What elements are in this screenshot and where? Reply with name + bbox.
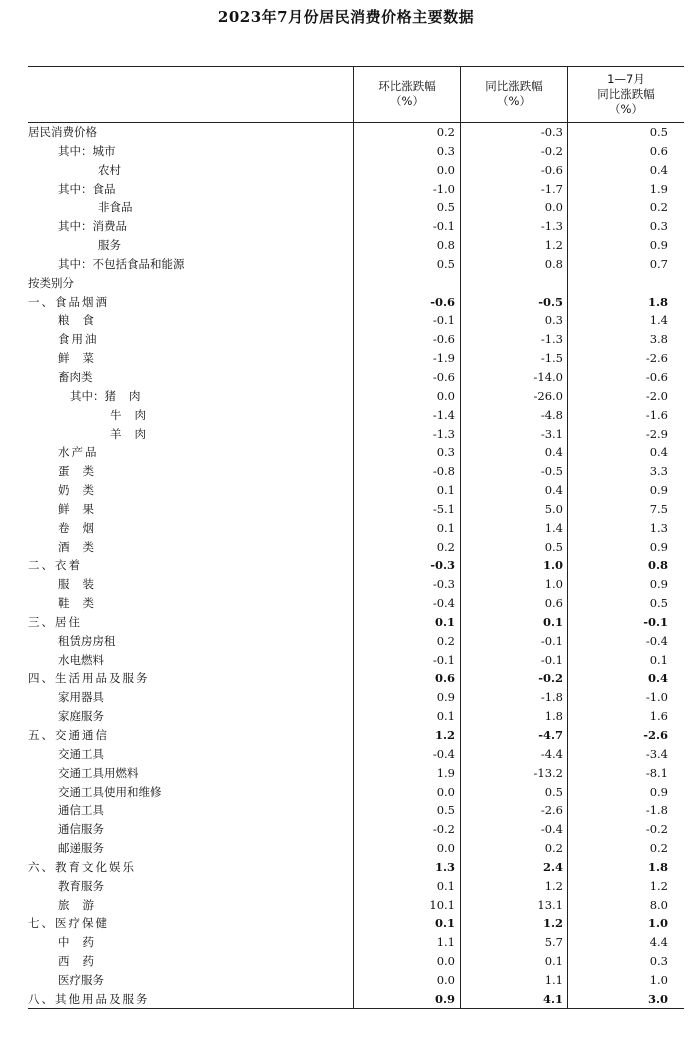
table-row [28, 538, 684, 557]
row-label: 一、食品烟酒 [28, 294, 109, 309]
row-label: 服装 [58, 577, 107, 592]
table-body [28, 123, 684, 1009]
table-row [28, 198, 684, 217]
value-mom: -0.2 [432, 822, 455, 837]
value-mom: -0.6 [432, 369, 455, 384]
value-yoy: 1.4 [544, 520, 563, 535]
value-yoy: -1.5 [540, 351, 563, 366]
table-row [28, 293, 684, 312]
value-yoy: -1.3 [540, 332, 563, 347]
value-yoy: -0.5 [538, 294, 563, 309]
value-ytd: -1.8 [645, 803, 668, 818]
value-mom: 0.1 [436, 878, 455, 893]
value-yoy: -0.5 [540, 464, 563, 479]
value-ytd: 0.4 [649, 445, 668, 460]
row-label: 八、其他用品及服务 [28, 991, 150, 1006]
table-row [28, 801, 684, 820]
table-row [28, 368, 684, 387]
value-ytd: 3.0 [647, 991, 668, 1006]
table-row [28, 123, 684, 142]
value-yoy: -26.0 [533, 388, 563, 403]
row-label: 粮食 [58, 313, 107, 328]
value-yoy: -0.6 [540, 162, 563, 177]
value-mom: -0.6 [430, 294, 455, 309]
value-ytd: 0.4 [649, 162, 668, 177]
table-row [28, 858, 684, 877]
table-row [28, 349, 684, 368]
header-ytd-unit: （%） [609, 101, 643, 116]
table-row [28, 933, 684, 952]
row-label: 农村 [98, 162, 121, 177]
table-row [28, 896, 684, 915]
value-yoy: 0.3 [544, 313, 563, 328]
table-row [28, 632, 684, 651]
row-label: 家用器具 [58, 690, 104, 705]
table-row [28, 330, 684, 349]
value-mom: -0.8 [432, 464, 455, 479]
value-ytd: -2.9 [645, 426, 668, 441]
table-row [28, 180, 684, 199]
value-mom: -0.1 [432, 219, 455, 234]
value-yoy: 1.2 [542, 916, 563, 931]
header-mom-title: 环比涨跌幅 [378, 79, 436, 93]
value-yoy: -0.1 [540, 633, 563, 648]
value-mom: 0.2 [436, 633, 455, 648]
row-label: 其中：食品 [58, 181, 116, 196]
document-title: 2023年7月份居民消费价格主要数据 [217, 8, 475, 26]
value-yoy: 0.5 [544, 784, 563, 799]
row-label: 酒类 [58, 539, 107, 554]
value-mom: 0.9 [434, 991, 455, 1006]
value-mom: 1.1 [436, 935, 455, 950]
table-row [28, 387, 684, 406]
header-ytd [568, 66, 684, 122]
value-mom: -0.6 [432, 332, 455, 347]
value-yoy: -1.3 [540, 219, 563, 234]
value-ytd: 0.6 [649, 143, 668, 158]
row-label: 其中：猪肉 [70, 388, 154, 403]
value-mom: 0.0 [436, 388, 455, 403]
row-label: 服务 [98, 238, 121, 253]
value-ytd: -0.6 [645, 369, 668, 384]
value-yoy: -14.0 [533, 369, 563, 384]
row-label: 旅游 [58, 897, 107, 912]
table-row [28, 669, 684, 688]
row-label: 羊肉 [110, 426, 159, 441]
row-label: 西药 [58, 954, 107, 969]
table-row [28, 462, 684, 481]
value-yoy: 5.0 [544, 501, 563, 516]
value-mom: 10.1 [429, 897, 455, 912]
value-mom: -0.3 [432, 577, 455, 592]
value-ytd: 1.3 [649, 520, 668, 535]
value-ytd: 0.5 [649, 125, 668, 139]
value-ytd: -8.1 [645, 765, 668, 780]
table-row [28, 443, 684, 462]
row-label: 非食品 [98, 200, 133, 215]
value-ytd: -0.4 [645, 633, 668, 648]
value-ytd: 0.9 [649, 483, 668, 498]
value-yoy: 1.8 [544, 709, 563, 724]
table-row [28, 688, 684, 707]
value-mom: -0.4 [432, 596, 455, 611]
table-row [28, 311, 684, 330]
value-yoy: -4.8 [540, 407, 563, 422]
value-ytd: 0.3 [649, 954, 668, 969]
value-mom: 0.1 [436, 483, 455, 498]
row-label: 二、衣着 [28, 558, 82, 573]
row-label: 鲜果 [58, 501, 107, 516]
value-mom: 0.5 [436, 803, 455, 818]
value-yoy: 13.1 [537, 897, 563, 912]
value-yoy: 1.0 [544, 577, 563, 592]
value-yoy: -4.7 [538, 728, 563, 742]
value-ytd: -2.6 [645, 351, 668, 366]
row-label: 其中：消费品 [58, 219, 127, 234]
table-row [28, 707, 684, 726]
table-row [28, 481, 684, 500]
value-yoy: 0.5 [544, 539, 563, 554]
value-yoy: -3.1 [540, 426, 563, 441]
value-yoy: -4.4 [540, 746, 563, 761]
value-mom: 1.2 [434, 728, 455, 742]
value-ytd: 0.7 [649, 256, 668, 271]
value-ytd: 3.8 [649, 332, 668, 347]
value-mom: 0.1 [436, 709, 455, 724]
value-ytd: 1.2 [649, 878, 668, 893]
value-ytd: 0.8 [647, 558, 668, 573]
value-yoy: -0.2 [538, 671, 563, 686]
row-label: 畜肉类 [58, 369, 93, 384]
value-ytd: -2.6 [643, 728, 668, 742]
value-mom: 0.3 [436, 445, 455, 460]
row-label: 四、生活用品及服务 [28, 671, 150, 686]
value-yoy: -2.6 [540, 803, 563, 818]
value-yoy: 0.4 [544, 483, 563, 498]
row-label: 医疗服务 [58, 972, 104, 987]
table-row [28, 217, 684, 236]
header-ytd-period: 1—7月 [607, 71, 645, 86]
value-mom: 0.2 [436, 125, 455, 139]
value-yoy: -0.2 [540, 143, 563, 158]
value-yoy: 1.0 [542, 558, 563, 573]
row-label: 通信工具 [58, 803, 104, 818]
value-mom: 0.0 [436, 784, 455, 799]
header-yoy-title: 同比涨跌幅 [485, 79, 543, 93]
table-row [28, 820, 684, 839]
value-ytd: 0.9 [649, 784, 668, 799]
value-mom: 0.0 [436, 954, 455, 969]
value-yoy: 0.4 [544, 445, 563, 460]
row-label: 三、居住 [28, 614, 82, 629]
value-mom: -1.9 [432, 351, 455, 366]
row-label: 其中：不包括食品和能源 [58, 256, 185, 271]
value-mom: 0.0 [436, 972, 455, 987]
value-yoy: -13.2 [533, 765, 563, 780]
row-label: 邮递服务 [58, 841, 104, 856]
value-ytd: 1.4 [649, 313, 668, 328]
table-row [28, 236, 684, 255]
value-ytd: -0.1 [643, 614, 668, 629]
value-ytd: 0.5 [649, 596, 668, 611]
value-yoy: 0.6 [544, 596, 563, 611]
row-label: 五、交通通信 [28, 728, 109, 742]
value-ytd: 0.2 [649, 200, 668, 215]
table-row [28, 575, 684, 594]
row-label: 中药 [58, 935, 107, 950]
table-row [28, 142, 684, 161]
header-yoy-unit: （%） [497, 94, 531, 108]
row-label: 教育服务 [58, 878, 104, 893]
table-row [28, 914, 684, 933]
value-mom: 0.1 [434, 916, 455, 931]
value-ytd: -1.0 [645, 690, 668, 705]
table-row [28, 745, 684, 764]
header-ytd-title: 同比涨跌幅 [597, 86, 655, 101]
row-label: 家庭服务 [58, 709, 104, 724]
table-row [28, 519, 684, 538]
value-ytd: 3.3 [649, 464, 668, 479]
table-row [28, 990, 684, 1009]
value-mom: -1.0 [432, 181, 455, 196]
row-label: 六、教育文化娱乐 [28, 859, 136, 874]
value-ytd: 1.6 [649, 709, 668, 724]
table-row [28, 971, 684, 990]
value-mom: 1.3 [434, 859, 455, 874]
value-ytd: 4.4 [649, 935, 668, 950]
row-label: 卷烟 [58, 520, 107, 535]
value-ytd: 0.9 [649, 238, 668, 253]
value-ytd: 0.9 [649, 539, 668, 554]
row-label: 牛肉 [110, 407, 159, 422]
value-yoy: -1.8 [540, 690, 563, 705]
table-row [28, 161, 684, 180]
row-label: 按类别分 [28, 275, 74, 290]
table-row [28, 726, 684, 745]
value-yoy: 0.2 [544, 841, 563, 856]
value-mom: 1.9 [436, 765, 455, 780]
value-mom: 0.0 [436, 162, 455, 177]
value-ytd: -2.0 [645, 388, 668, 403]
value-yoy: -0.1 [540, 652, 563, 667]
value-ytd: -3.4 [645, 746, 668, 761]
row-label: 奶类 [58, 483, 107, 498]
value-mom: -5.1 [432, 501, 455, 516]
value-yoy: 5.7 [544, 935, 563, 950]
value-mom: -0.3 [430, 558, 455, 573]
row-label: 通信服务 [58, 822, 104, 837]
value-mom: 0.1 [434, 614, 455, 629]
value-ytd: 0.3 [649, 219, 668, 234]
value-mom: 0.3 [436, 143, 455, 158]
value-ytd: 1.9 [649, 181, 668, 196]
row-label: 水产品 [58, 445, 99, 460]
value-ytd: -1.6 [645, 407, 668, 422]
row-label: 居民消费价格 [28, 125, 97, 139]
value-ytd: -0.2 [645, 822, 668, 837]
table-row [28, 764, 684, 783]
value-yoy: -1.7 [540, 181, 563, 196]
value-ytd: 0.1 [649, 652, 668, 667]
value-ytd: 8.0 [649, 897, 668, 912]
row-label: 食用油 [58, 332, 99, 347]
value-yoy: 4.1 [542, 991, 563, 1006]
value-ytd: 1.0 [647, 916, 668, 931]
value-ytd: 7.5 [649, 501, 668, 516]
value-mom: 0.9 [436, 690, 455, 705]
table-row [28, 613, 684, 632]
value-ytd: 0.2 [649, 841, 668, 856]
value-mom: 0.0 [436, 841, 455, 856]
header-yoy [461, 66, 567, 122]
value-yoy: 0.0 [544, 200, 563, 215]
value-yoy: -0.4 [540, 822, 563, 837]
value-mom: 0.8 [436, 238, 455, 253]
value-ytd: 0.4 [647, 671, 668, 686]
row-label: 鞋类 [58, 596, 107, 611]
table-row [28, 406, 684, 425]
table-row [28, 839, 684, 858]
row-label: 蛋类 [58, 464, 107, 479]
row-label: 七、医疗保健 [28, 916, 109, 931]
value-yoy: 0.1 [544, 954, 563, 969]
value-mom: -1.4 [432, 407, 455, 422]
value-yoy: 0.1 [542, 614, 563, 629]
row-label: 交通工具用燃料 [58, 765, 139, 780]
row-label: 交通工具使用和维修 [58, 784, 162, 799]
row-label: 鲜菜 [58, 351, 107, 366]
header-mom-unit: （%） [390, 94, 424, 108]
table-row [28, 255, 684, 274]
table-row [28, 274, 684, 293]
table-row [28, 877, 684, 896]
table-row [28, 952, 684, 971]
table-row [28, 594, 684, 613]
value-ytd: 1.8 [647, 859, 668, 874]
table-row [28, 500, 684, 519]
value-yoy: 2.4 [542, 859, 563, 874]
value-mom: 0.1 [436, 520, 455, 535]
row-label: 交通工具 [58, 746, 104, 761]
value-yoy: 0.8 [544, 256, 563, 271]
value-yoy: 1.1 [544, 972, 563, 987]
value-mom: 0.6 [434, 671, 455, 686]
value-ytd: 1.8 [647, 294, 668, 309]
value-mom: -0.1 [432, 313, 455, 328]
table-row [28, 425, 684, 444]
table-row [28, 651, 684, 670]
row-label: 其中：城市 [58, 143, 116, 158]
row-label: 水电燃料 [58, 652, 104, 667]
value-mom: 0.5 [436, 200, 455, 215]
value-yoy: 1.2 [544, 238, 563, 253]
table-row [28, 783, 684, 802]
value-yoy: -0.3 [540, 125, 563, 139]
row-label: 租赁房房租 [58, 633, 116, 648]
value-ytd: 0.9 [649, 577, 668, 592]
value-yoy: 1.2 [544, 878, 563, 893]
value-mom: -0.4 [432, 746, 455, 761]
table-row [28, 556, 684, 575]
value-mom: -1.3 [432, 426, 455, 441]
header-mom [354, 66, 460, 122]
value-ytd: 1.0 [649, 972, 668, 987]
value-mom: -0.1 [432, 652, 455, 667]
value-mom: 0.5 [436, 256, 455, 271]
value-mom: 0.2 [436, 539, 455, 554]
